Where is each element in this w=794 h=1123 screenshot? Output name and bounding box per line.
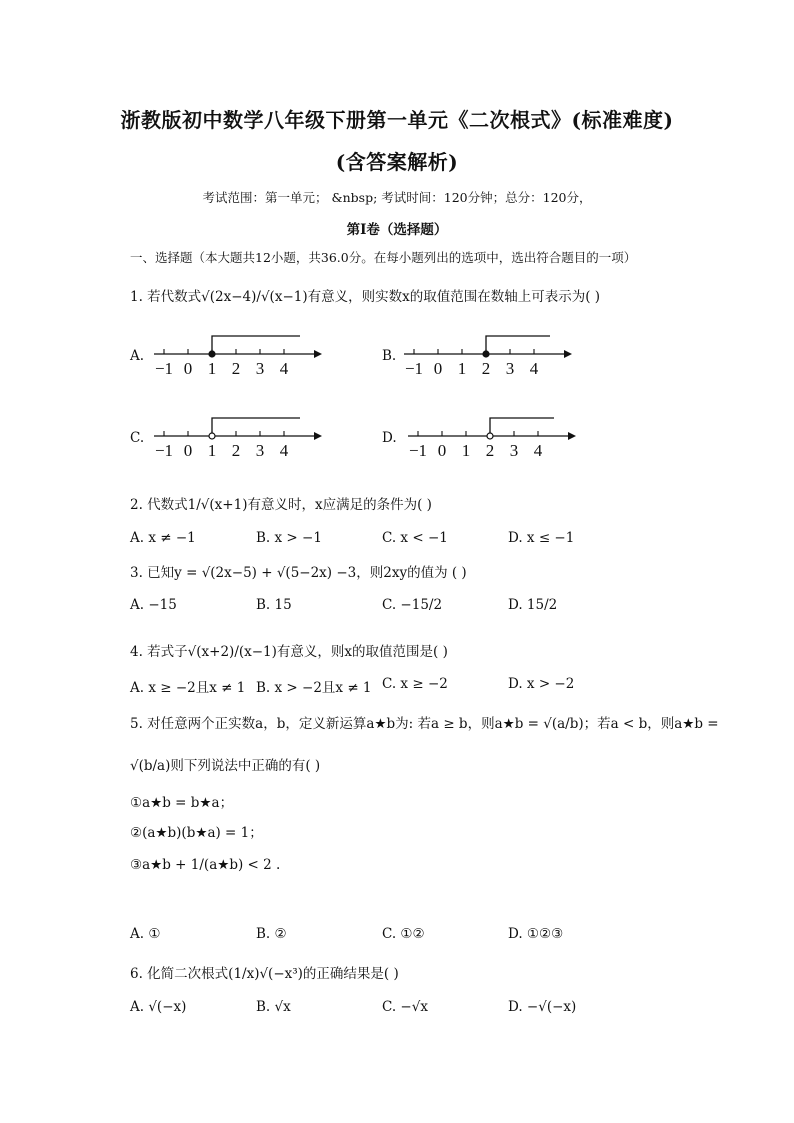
axis-arrow: [564, 350, 572, 358]
tick-label: −1: [154, 441, 174, 460]
section-heading: 第I卷（选择题）: [346, 222, 448, 238]
q3-option-c: C. −15/2: [382, 597, 443, 613]
q4-option-b: B. x > −2且x ≠ 1: [256, 680, 372, 696]
tick-label: 2: [231, 441, 241, 460]
closed-endpoint: [209, 351, 215, 357]
open-endpoint: [209, 433, 215, 439]
tick-label: 3: [509, 441, 519, 460]
q5-option-d: D. ①②③: [508, 926, 564, 942]
q1-option-a-number-line: [150, 330, 330, 380]
q1-option-c-number-line: [150, 412, 330, 462]
q1-option-d-number-line: [404, 412, 584, 462]
solution-ray: [212, 418, 300, 436]
q4-option-d: D. x > −2: [508, 676, 575, 692]
tick-label: −1: [408, 441, 428, 460]
closed-endpoint: [483, 351, 489, 357]
tick-label: 4: [279, 359, 289, 378]
q6-option-c: C. −√x: [382, 999, 428, 1015]
question-5-stem-line-2: √(b/a)则下列说法中正确的有( ): [130, 758, 321, 774]
q5-statement-3: ③a★b + 1/(a★b) < 2 .: [130, 857, 281, 873]
q4-option-a: A. x ≥ −2且x ≠ 1: [130, 680, 246, 696]
tick-label: 0: [183, 441, 193, 460]
q5-option-b: B. ②: [256, 926, 287, 942]
q1-option-c-label: C.: [130, 430, 145, 446]
question-5-stem-line-1: 5. 对任意两个正实数a，b，定义新运算a★b为: 若a ≥ b，则a★b = √(a/b)；若a < b，则a★b =: [130, 716, 719, 732]
q3-option-b: B. 15: [256, 597, 292, 613]
tick-label: 1: [207, 359, 217, 378]
tick-label: 2: [485, 441, 495, 460]
q6-option-b: B. √x: [256, 999, 291, 1015]
q5-option-a: A. ①: [130, 926, 161, 942]
question-6-stem: 6. 化简二次根式(1/x)√(−x³)的正确结果是( ): [130, 966, 399, 982]
q1-option-b-label: B.: [382, 348, 397, 364]
tick-label: 0: [437, 441, 447, 460]
tick-label: 3: [255, 441, 265, 460]
tick-label: 0: [433, 359, 443, 378]
solution-ray: [486, 336, 550, 354]
tick-label: 3: [505, 359, 515, 378]
tick-label: 3: [255, 359, 265, 378]
q2-option-c: C. x < −1: [382, 530, 448, 546]
q1-option-b-number-line: [400, 330, 580, 380]
axis-arrow: [568, 432, 576, 440]
tick-label: 0: [183, 359, 193, 378]
part-header: 一、选择题（本大题共12小题，共36.0分。在每小题列出的选项中，选出符合题目的一项）: [130, 250, 637, 265]
q4-option-c: C. x ≥ −2: [382, 676, 448, 692]
tick-label: 1: [207, 441, 217, 460]
question-2-stem: 2. 代数式1/√(x+1)有意义时，x应满足的条件为( ): [130, 497, 432, 513]
tick-label: 4: [533, 441, 543, 460]
axis-arrow: [314, 350, 322, 358]
tick-label: 1: [461, 441, 471, 460]
q3-option-a: A. −15: [130, 597, 177, 613]
tick-label: 2: [481, 359, 491, 378]
question-1-stem: 1. 若代数式√(2x−4)/√(x−1)有意义，则实数x的取值范围在数轴上可表示为( ): [130, 289, 601, 305]
tick-label: 4: [529, 359, 539, 378]
question-4-stem: 4. 若式子√(x+2)/(x−1)有意义，则x的取值范围是( ): [130, 644, 448, 660]
q2-option-a: A. x ≠ −1: [130, 530, 196, 546]
tick-label: 1: [457, 359, 467, 378]
q2-option-d: D. x ≤ −1: [508, 530, 575, 546]
q1-option-d-label: D.: [382, 430, 397, 446]
tick-label: 2: [231, 359, 241, 378]
q6-option-a: A. √(−x): [130, 999, 187, 1015]
solution-ray: [212, 336, 300, 354]
q2-option-b: B. x > −1: [256, 530, 322, 546]
tick-label: −1: [154, 359, 174, 378]
tick-label: −1: [404, 359, 424, 378]
open-endpoint: [487, 433, 493, 439]
q5-statement-2: ②(a★b)(b★a) = 1；: [130, 825, 263, 841]
tick-label: 4: [279, 441, 289, 460]
title-line-1: 浙教版初中数学八年级下册第一单元《二次根式》(标准难度): [120, 108, 674, 132]
question-3-stem: 3. 已知y = √(2x−5) + √(5−2x) −3，则2xy的值为 ( ): [130, 565, 467, 581]
exam-meta: 考试范围：第一单元； &nbsp; 考试时间：120分钟；总分：120分，: [202, 190, 592, 205]
solution-ray: [490, 418, 554, 436]
q1-option-a-label: A.: [130, 348, 145, 364]
q6-option-d: D. −√(−x): [508, 999, 577, 1015]
q5-option-c: C. ①②: [382, 926, 425, 942]
title-line-2: (含答案解析): [335, 150, 459, 174]
q5-statement-1: ①a★b = b★a；: [130, 795, 234, 811]
axis-arrow: [314, 432, 322, 440]
q3-option-d: D. 15/2: [508, 597, 558, 613]
